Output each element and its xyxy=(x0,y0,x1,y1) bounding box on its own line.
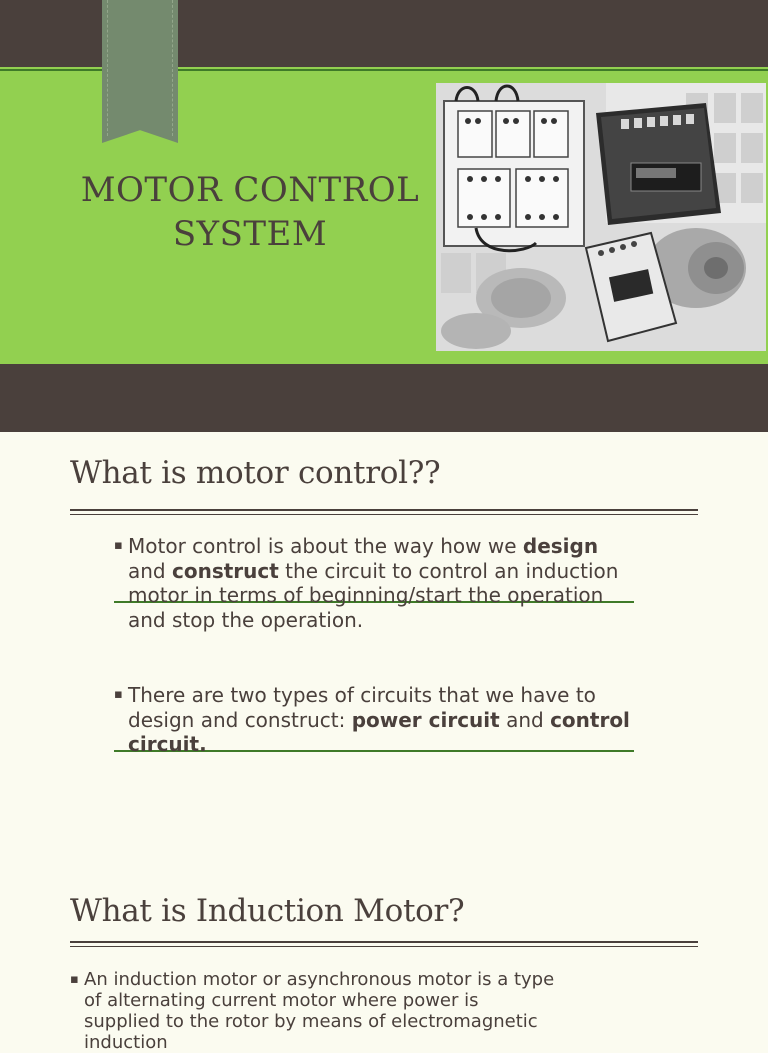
title-slide xyxy=(0,0,768,432)
bullet-marker: ▪ xyxy=(114,538,123,553)
slide-title-line-2: SYSTEM xyxy=(172,214,328,254)
ribbon-stitching xyxy=(107,0,173,136)
heading-what-is-motor-control: What is motor control?? xyxy=(70,455,441,491)
text-span: and xyxy=(499,707,551,732)
equipment-illustration xyxy=(436,83,766,351)
bold-power-circuit: power circuit xyxy=(351,707,500,732)
bullet-induction-motor-definition xyxy=(70,969,560,1053)
bullet-marker: ▪ xyxy=(114,687,123,702)
bold-construct: construct xyxy=(171,558,279,583)
heading-what-is-induction-motor: What is Induction Motor? xyxy=(70,893,465,929)
ribbon-bookmark xyxy=(102,0,178,143)
text-span: There are two types of circuits that we have to design and construct: xyxy=(128,683,596,732)
text-span: the circuit to control an induction motor in terms of beginning/start the operation and stop the operation. xyxy=(128,558,619,632)
bold-design: design xyxy=(522,534,599,558)
bullet-motor-control-definition xyxy=(114,534,634,632)
slide-title-line-1: MOTOR CONTROL xyxy=(80,170,420,210)
motor-control-equipment-photo xyxy=(436,83,766,351)
text-span: and xyxy=(128,558,172,583)
slide-title xyxy=(60,168,440,256)
heading-divider-1 xyxy=(70,509,698,515)
bullet-text xyxy=(114,683,634,757)
heading-divider-2 xyxy=(70,941,698,947)
bullet-text xyxy=(114,534,634,632)
bold-control-circuit: control circuit. xyxy=(128,707,630,756)
bullet-marker: ▪ xyxy=(70,972,79,987)
text-span: Motor control is about the way how we xyxy=(128,534,523,558)
bullet-text: An induction motor or asynchronous motor is a type of alternating current motor where power is supplied to the rotor by means of electromagnetic induction xyxy=(84,969,555,1053)
bullet-circuit-types xyxy=(114,683,634,757)
